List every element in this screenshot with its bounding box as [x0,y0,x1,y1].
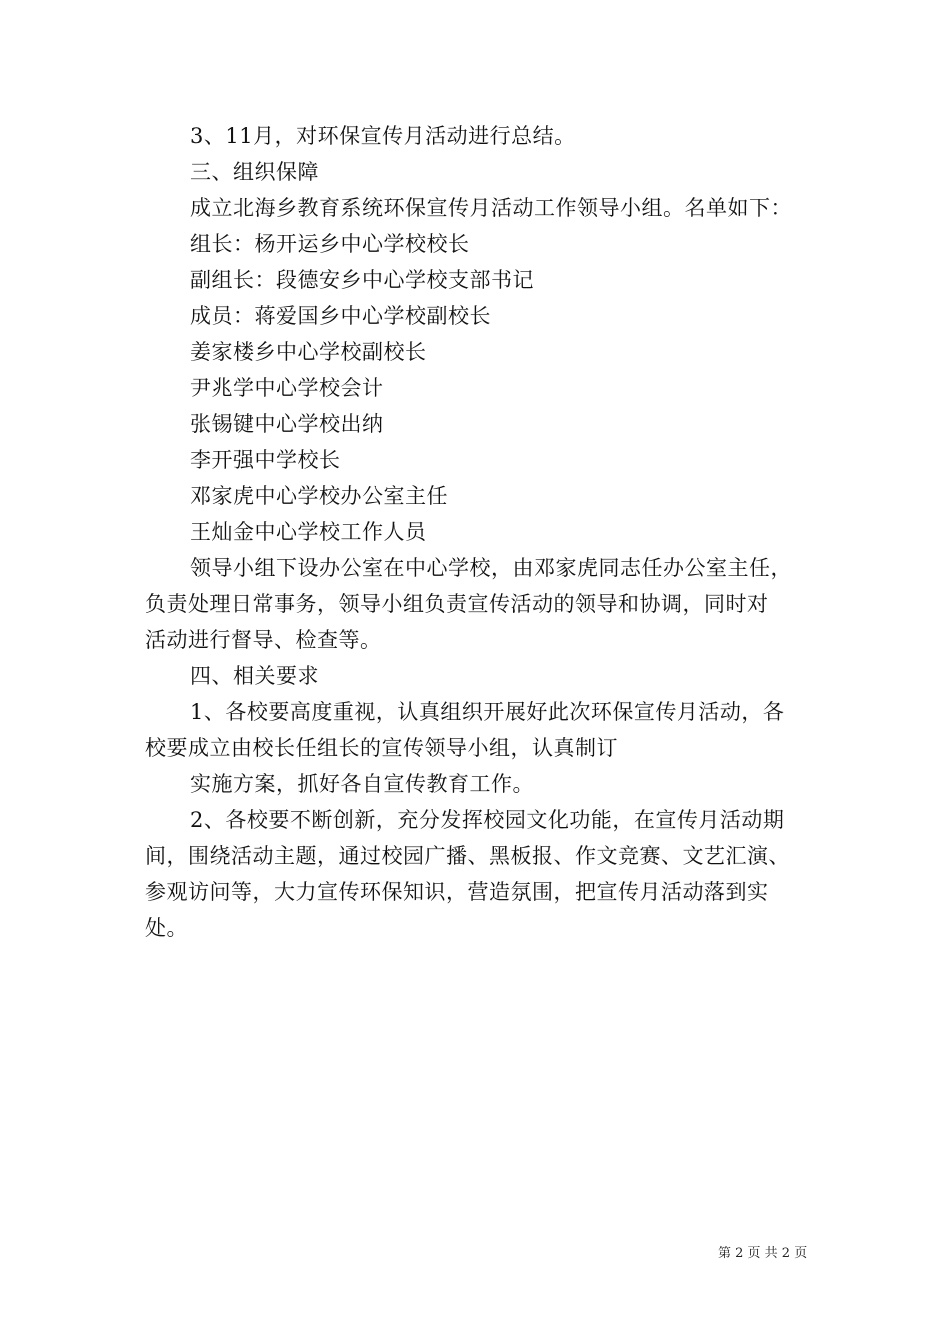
member-line: 姜家楼乡中心学校副校长 [190,340,427,364]
member-line: 李开强中学校长 [190,448,341,472]
text-line: 3、11月，对环保宣传月活动进行总结。 [190,124,576,148]
paragraph-line: 领导小组下设办公室在中心学校，由邓家虎同志任办公室主任， [190,556,792,580]
member-line: 王灿金中心学校工作人员 [190,520,427,544]
member-line: 张锡键中心学校出纳 [190,412,384,436]
paragraph-line: 负责处理日常事务，领导小组负责宣传活动的领导和协调，同时对 [145,592,769,616]
paragraph-requirement-2 [145,802,813,946]
paragraph-line: 2、各校要不断创新，充分发挥校园文化功能，在宣传月活动期 [190,808,785,832]
paragraph-line: 处。 [145,916,188,940]
paragraph-line: 活动进行督导、检查等。 [145,628,382,652]
member-line: 尹兆学中心学校会计 [190,376,384,400]
member-line: 邓家虎中心学校办公室主任 [190,484,448,508]
section-heading: 四、相关要求 [190,664,319,688]
member-line: 成员：蒋爱国乡中心学校副校长 [190,304,491,328]
paragraph-line: 1、各校要高度重视，认真组织开展好此次环保宣传月活动，各 [190,700,785,724]
member-line: 副组长：段德安乡中心学校支部书记 [190,268,534,292]
paragraph-requirement-1 [145,694,813,766]
section-heading: 三、组织保障 [190,160,319,184]
document-body [145,118,813,946]
paragraph-line: 参观访问等，大力宣传环保知识，营造氛围，把宣传月活动落到实 [145,880,769,904]
paragraph-office [145,550,813,658]
member-line: 组长：杨开运乡中心学校校长 [190,232,470,256]
text-line: 成立北海乡教育系统环保宣传月活动工作领导小组。名单如下： [190,196,792,220]
paragraph-line: 间，围绕活动主题，通过校园广播、黑板报、作文竞赛、文艺汇演、 [145,844,790,868]
page-number-footer: 第 2 页 共 2 页 [718,1246,808,1261]
paragraph-line: 实施方案，抓好各自宣传教育工作。 [190,772,534,796]
paragraph-line: 校要成立由校长任组长的宣传领导小组，认真制订 [145,736,618,760]
